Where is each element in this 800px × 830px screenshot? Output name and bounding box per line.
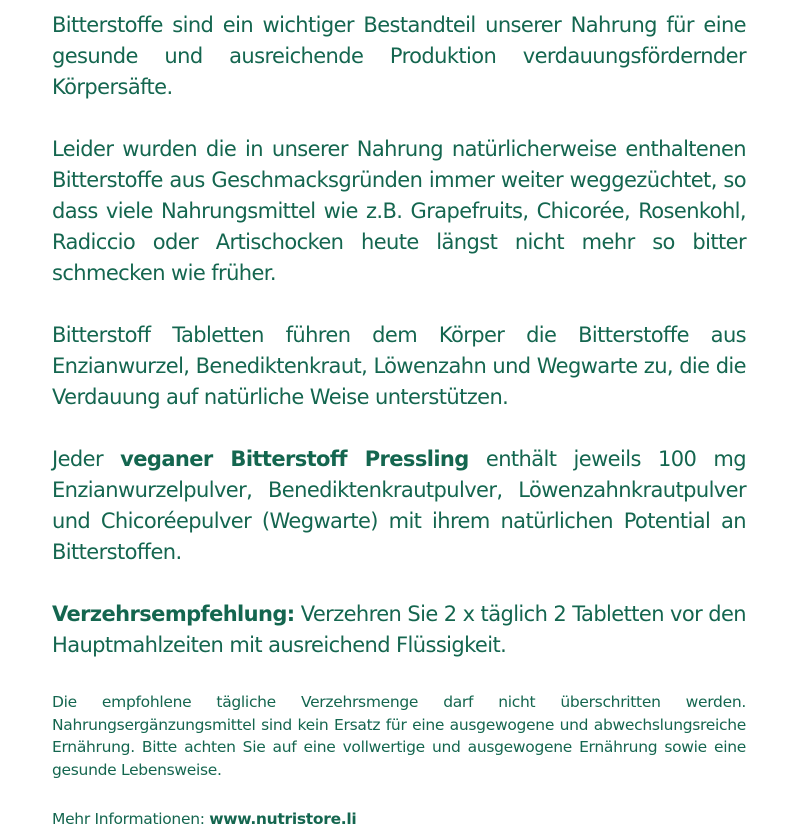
dosage-heading: Verzehrsempfehlung:	[52, 602, 295, 626]
ingredients-paragraph	[52, 444, 746, 568]
intro-paragraph: Bitterstoffe sind ein wichtiger Bestandteil unserer Nahrung für eine gesunde und ausreichende Produktion verdauungsfördernder Körpersäfte.	[52, 13, 746, 99]
tablets-paragraph: Bitterstoff Tabletten führen dem Körper die Bitterstoffe aus Enzianwurzel, Benediktenkraut, Löwenzahn und Wegwarte zu, die die Verdauung auf natürliche Weise unterstützen.	[52, 323, 746, 409]
breeding-paragraph: Leider wurden die in unserer Nahrung natürlicherweise enthaltenen Bitterstoffe aus Geschmacksgründen immer weiter weggezüchtet, so dass viele Nahrungsmittel wie z.B. Grapefruits, Chicorée, Rosenkohl, Radiccio oder Artischocken heute längst nicht mehr so bitter schmecken wie früher.	[52, 137, 746, 285]
more-info	[52, 808, 746, 830]
product-name: veganer Bitterstoff Pressling	[120, 447, 469, 471]
more-info-label: Mehr Informationen:	[52, 810, 210, 828]
product-info-text	[52, 10, 746, 830]
dosage-paragraph	[52, 599, 746, 661]
ingredients-detail: enthält jeweils 100 mg Enzianwurzelpulver, Benediktenkrautpulver, Löwenzahnkrautpulver und Chicoréepulver (Wegwarte) mit ihrem natürlichen Potential an Bitterstoffen.	[52, 447, 746, 564]
website-link[interactable]: www.nutristore.li	[209, 810, 357, 828]
dosage-text: Verzehren Sie 2 x täglich 2 Tabletten vor den Hauptmahlzeiten mit ausreichend Flüssigkeit.	[52, 602, 746, 657]
ingredients-lead: Jeder	[52, 447, 121, 471]
disclaimer-text: Die empfohlene tägliche Verzehrsmenge darf nicht überschritten werden. Nahrungsergänzungsmittel sind kein Ersatz für eine ausgewogene und abwechslungsreiche Ernährung. Bitte achten Sie auf eine vollwertige und ausgewogene Ernährung sowie eine gesunde Lebensweise.	[52, 693, 746, 779]
